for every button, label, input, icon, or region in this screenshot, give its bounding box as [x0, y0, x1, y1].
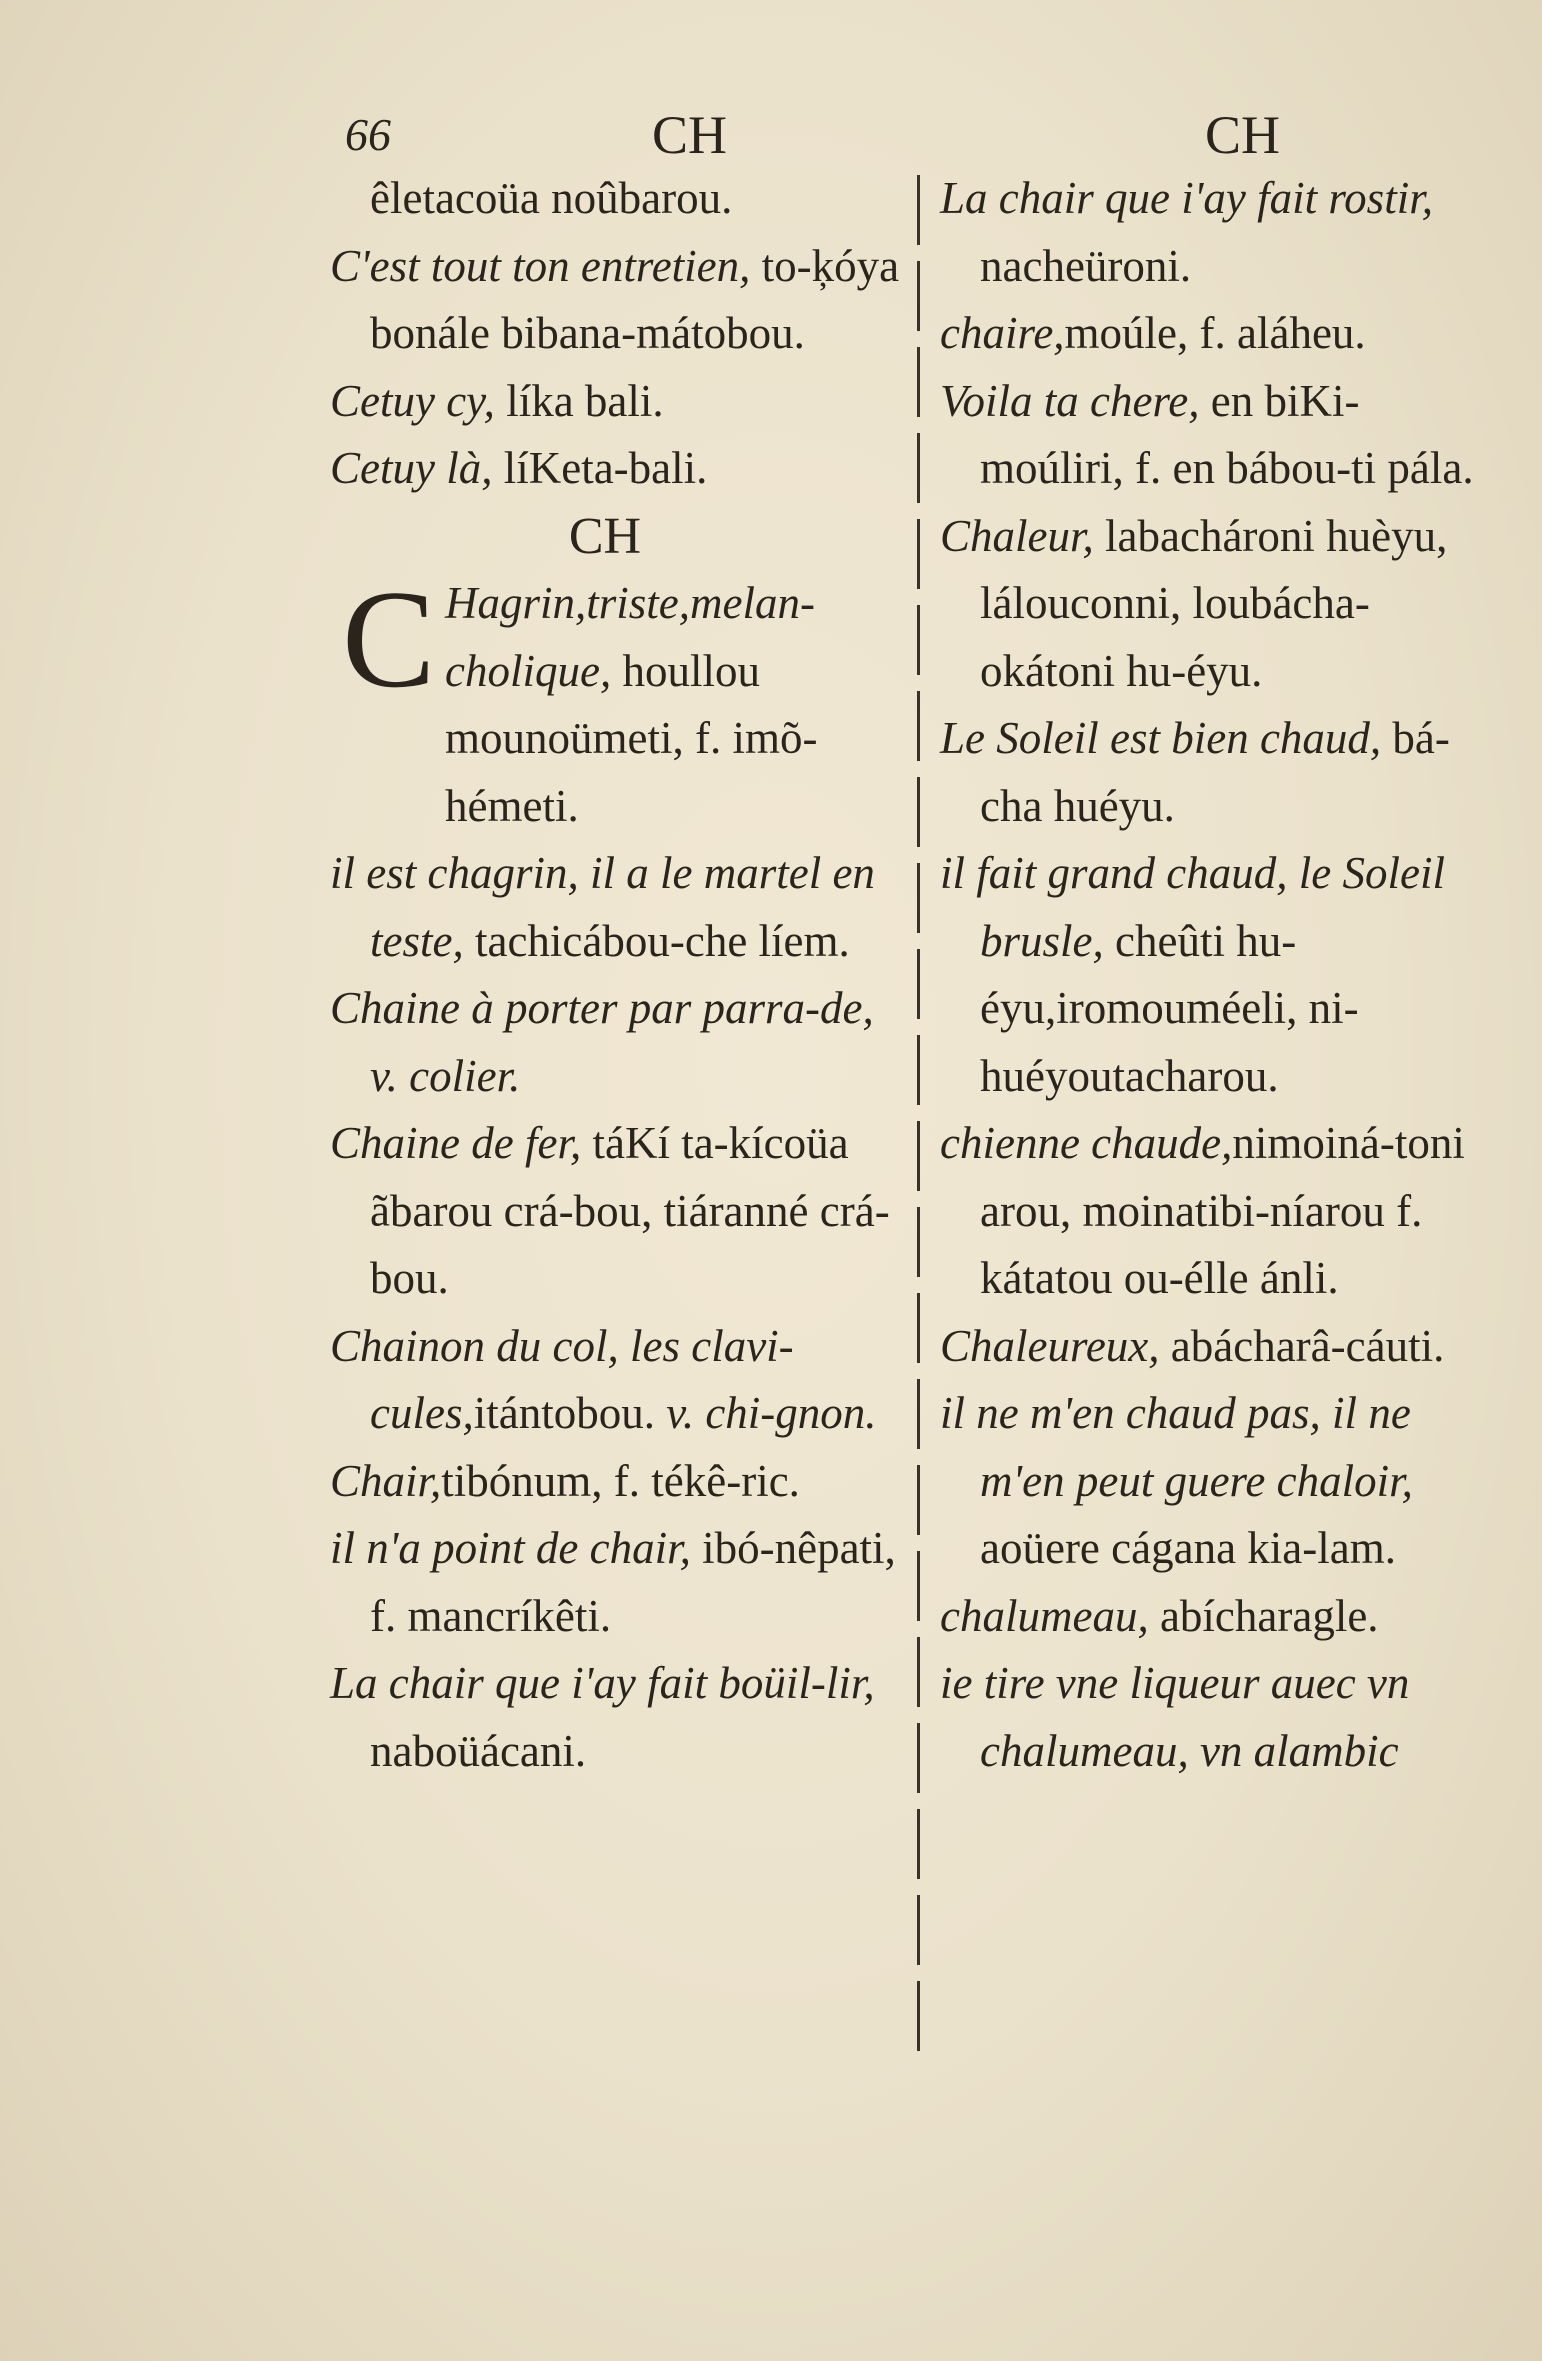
entry-translation: houllou mounoümeti, f. imõ-hémeti. [445, 645, 818, 831]
entry [330, 1110, 910, 1313]
entry [330, 1448, 910, 1516]
entry-term: Cetuy là, [330, 443, 493, 493]
entry-term: Chainon du col, les clavi-cules, [330, 1320, 794, 1438]
entry-term: ie tire vne liqueur auec vn chalumeau, vn alambic [940, 1658, 1410, 1776]
entry-term: Voila ta chere, [940, 375, 1200, 426]
entry-term: Chair, [330, 1455, 442, 1506]
entry-term: il n'a point de chair, [330, 1523, 691, 1573]
entry-term: Chaine de fer, [330, 1118, 582, 1168]
entry-translation: aoüere cágana kia-lam. [980, 1523, 1396, 1573]
entry-term: il ne m'en chaud pas, il ne m'en peut guere chaloir, [940, 1388, 1413, 1506]
entry-term: Le Soleil est bien chaud, [940, 713, 1382, 763]
right-column [940, 165, 1500, 1785]
entry [330, 233, 910, 368]
entry [940, 1583, 1500, 1651]
entry-translation: moúle, f. aláheu. [1064, 308, 1366, 358]
entry-term: il est chagrin, il a le martel en teste, [330, 848, 875, 966]
entry [940, 300, 1500, 368]
drop-cap: C [342, 562, 436, 717]
entry-translation: êletacoüa noûbarou. [370, 173, 733, 223]
entry-term: chalumeau, [940, 1590, 1149, 1641]
entry-translation: labachároni huèyu, lálouconni, loubácha-okátoni hu-éyu. [980, 510, 1448, 696]
entry-continuation [330, 165, 910, 233]
page-header [330, 100, 1442, 170]
entry-term: Chaine à porter par parra-de, v. colier. [330, 983, 874, 1101]
entry [940, 368, 1500, 503]
entry-translation: abácharâ-cáuti. [1159, 1320, 1445, 1371]
entry [330, 975, 910, 1110]
entry [330, 1313, 910, 1448]
entry [940, 1110, 1500, 1313]
entry-term: Chaleur, [940, 510, 1094, 561]
entry [940, 705, 1500, 840]
entry-term: chienne chaude, [940, 1118, 1233, 1168]
entry-translation: táKí ta-kícoüa ãbarou crá-bou, tiáranné crá-bou. [370, 1118, 890, 1303]
left-column [330, 165, 910, 1785]
entry-translation: líka bali. [494, 375, 664, 426]
entry-term: il fait grand chaud, le Soleil brusle, [940, 848, 1445, 966]
entry [330, 435, 910, 503]
entry-translation: cheûti hu-éyu,iromouméeli, ni-huéyoutacharou. [980, 915, 1359, 1101]
entry-translation: tibónum, f. tékê-ric. [441, 1455, 800, 1506]
page-number: 66 [345, 109, 391, 160]
entry-translation: naboüácani. [370, 1725, 587, 1776]
section-heading: CH [568, 507, 642, 565]
entry [330, 1515, 910, 1650]
entry-translation: líKeta-bali. [492, 443, 708, 493]
entry [940, 1380, 1500, 1583]
entry [330, 1650, 910, 1785]
entry-term: Hagrin,triste,melan-cholique, [445, 578, 815, 696]
entry-translation: bá-cha huéyu. [980, 713, 1450, 831]
entry-term: La chair que i'ay fait rostir, [940, 173, 1433, 223]
entry [940, 165, 1500, 300]
entry-term: Cetuy cy, [330, 375, 495, 426]
entry-term: Chaleureux, [940, 1320, 1160, 1371]
entry-translation: tachicábou-che líem. [463, 915, 850, 966]
entry-term: La chair que i'ay fait boüil-lir, [330, 1658, 875, 1708]
entry-translation: nimoiná-toni arou, moinatibi-níarou f. kátatou ou-élle ánli. [980, 1118, 1465, 1303]
entry [330, 368, 910, 436]
entry [330, 562, 910, 840]
entry-translation: abícharagle. [1148, 1590, 1379, 1641]
entry-term: C'est tout ton entretien, [330, 240, 751, 291]
cross-reference: v. chi-gnon. [654, 1388, 877, 1438]
entry-translation: itántobou. [473, 1388, 655, 1438]
entry-term: chaire, [940, 308, 1065, 358]
entry [940, 1650, 1500, 1785]
entry [940, 503, 1500, 706]
entry [940, 1313, 1500, 1381]
entry [940, 840, 1500, 1110]
entry [330, 840, 910, 975]
column-divider [917, 175, 920, 2065]
entry-translation: nacheüroni. [980, 240, 1192, 291]
left-running-head: CH [652, 105, 728, 165]
entry-translation: ibó-nêpati, f. mancríkêti. [370, 1523, 896, 1641]
right-running-head: CH [1205, 105, 1281, 165]
entry-translation: en biKi-moúliri, f. en bábou-ti pála. [980, 375, 1474, 493]
entry-translation: to-ķóya bonále bibana-mátobou. [370, 240, 900, 358]
